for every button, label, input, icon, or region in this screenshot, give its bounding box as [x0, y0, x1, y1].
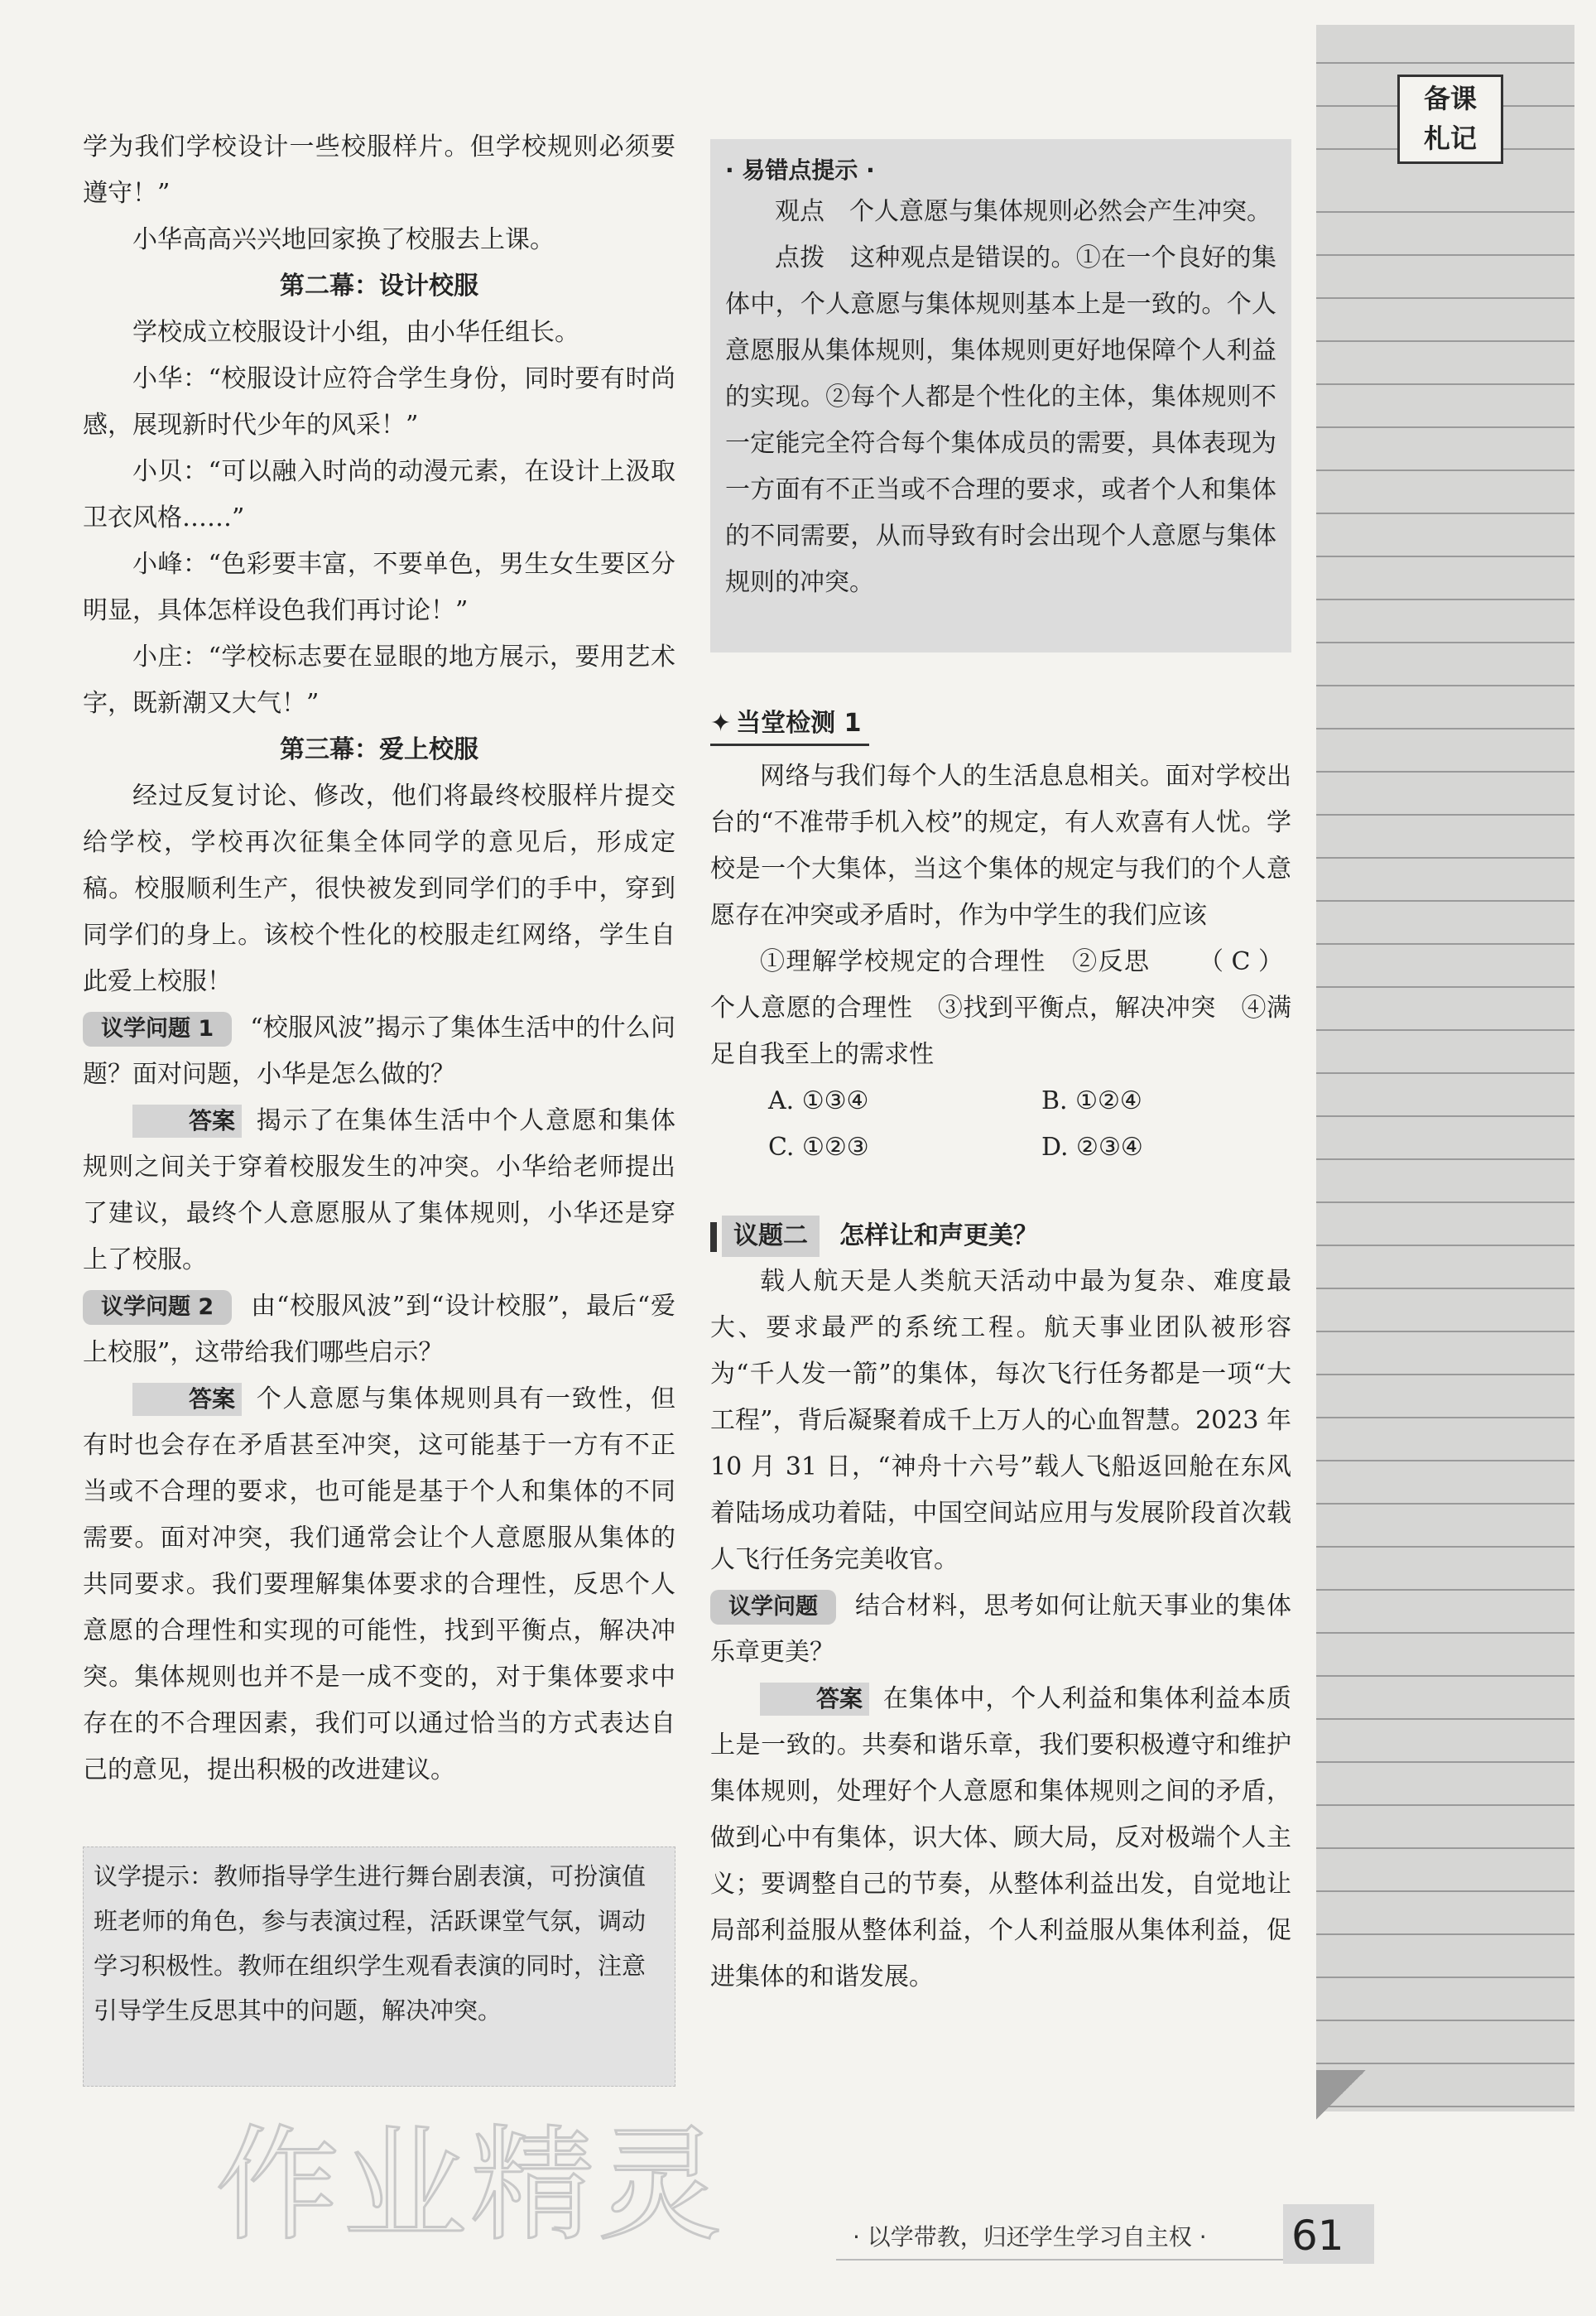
left-column — [83, 124, 675, 1794]
check-options — [768, 1078, 1291, 1171]
notes-sidebar — [1316, 25, 1574, 2111]
error-viewpoint: 观点 个人意愿与集体规则必然会产生冲突。 — [775, 197, 1272, 226]
page-corner-fold — [1316, 2070, 1366, 2120]
notes-label-line1: 备课 — [1423, 83, 1477, 114]
check-stem — [710, 754, 1291, 976]
question2-text: 由“校服风波”到“设计校服”，最后“爱上校服”，这带给我们哪些启示？ — [83, 1292, 675, 1367]
answer2 — [83, 1376, 675, 1794]
footer-motto: · 以学带教，归还学生学习自主权 · — [853, 2223, 1207, 2251]
act2-title: 第二幕：设计校服 — [280, 272, 478, 301]
question1-tag: 议学问题 1 — [83, 1012, 232, 1047]
intro-paragraph: 小华高高兴兴地回家换了校服去上课。 — [132, 225, 555, 254]
check-body — [710, 754, 1291, 1171]
error-guidance: 点拨 这种观点是错误的。①在一个良好的集体中，个人意愿与集体规则基本上是一致的。个人意愿服从集体规则，集体规则更好地保障个人利益的实现。②每个人都是个性化的主体，集体规则不一定能完全符合每个集体成员的需要，具体表现为一方面有不正当或不合理的要求，或者个人和集体的不同需要，从而导致有时会出现个人意愿与集体规则的冲突。 — [725, 243, 1276, 597]
topic2-question-text: 结合材料，思考如何让航天事业的集体乐章更美？ — [710, 1591, 1291, 1667]
check-title — [710, 704, 869, 746]
topic2-title: 怎样让和声更美？ — [839, 1221, 1038, 1250]
question2-tag: 议学问题 2 — [83, 1290, 232, 1325]
check-title-text: 当堂检测 1 — [736, 709, 862, 738]
check-stem-text: 网络与我们每个人的生活息息相关。面对学校出台的“不准带手机入校”的规定，有人欢喜有人忧。学校是一个大集体，当这个集体的规定与我们的个人意愿存在冲突或矛盾时，作为中学生的我们应该 — [710, 762, 1291, 930]
question2 — [83, 1283, 675, 1376]
notes-label-line2: 札记 — [1423, 123, 1477, 154]
error-prone-box — [710, 139, 1291, 652]
topic2-answer-text: 在集体中，个人利益和集体利益本质上是一致的。共奏和谐乐章，我们要积极遵守和维护集体规则，处理好个人意愿和集体规则之间的矛盾，做到心中有集体，识大体、顾大局，反对极端个人主义；要调整自己的节奏，从整体利益出发，自觉地让局部利益服从整体利益，个人利益服从集体利益，促进集体的和谐发展。 — [710, 1684, 1291, 1991]
question1-text: “校服风波”揭示了集体生活中的什么问题？面对问题，小华是怎么做的？ — [83, 1014, 675, 1089]
check-statements: ①理解学校规定的合理性 ②反思个人意愿的合理性 ③找到平衡点，解决冲突 ④满足自我至上的需求性 — [710, 947, 1291, 1069]
option-d[interactable]: D. ②③④ — [1041, 1133, 1143, 1162]
question1 — [83, 1005, 675, 1098]
answer1 — [83, 1098, 675, 1283]
intro-paragraph: 学为我们学校设计一些校服样片。但学校规则必须要遵守！” — [83, 132, 675, 208]
act3-paragraph: 经过反复讨论、修改，他们将最终校服样片提交给学校，学校再次征集全体同学的意见后，形成定稿。校服顺利生产，很快被发到同学们的手中，穿到同学们的身上。该校个性化的校服走红网络，学生自此爱上校服！ — [83, 782, 675, 996]
act2-paragraph: 学校成立校服设计小组，由小华任组长。 — [132, 318, 579, 347]
check-answer: （ C ） — [1198, 947, 1283, 976]
act2-paragraph: 小华：“校服设计应符合学生身份，同时要有时尚感，展现新时代少年的风采！” — [83, 364, 675, 440]
teaching-tip-text: 议学提示：教师指导学生进行舞台剧表演，可扮演值班老师的角色，参与表演过程，活跃课堂气氛，调动学习积极性。教师在组织学生观看表演的同时，注意引导学生反思其中的问题，解决冲突。 — [94, 1862, 647, 2025]
option-a[interactable]: A. ①③④ — [768, 1086, 869, 1115]
teaching-tip-box — [83, 1847, 675, 2087]
footer-divider — [836, 2259, 1300, 2261]
heading-bar-icon — [710, 1222, 717, 1252]
topic2-question — [710, 1583, 1291, 1676]
topic2-question-tag: 议学问题 — [710, 1590, 836, 1625]
error-box-title: · 易错点提示 · — [725, 156, 875, 184]
watermark: 作业精灵 — [215, 2114, 726, 2258]
answer1-text: 揭示了在集体生活中个人意愿和集体规则之间关于穿着校服发生的冲突。小华给老师提出了建议，最终个人意愿服从了集体规则，小华还是穿上了校服。 — [83, 1106, 675, 1274]
answer-label: 答案 — [760, 1683, 869, 1716]
answer-label: 答案 — [132, 1105, 242, 1138]
topic2-body — [710, 1259, 1291, 2001]
notes-label — [1397, 75, 1503, 164]
topic2-material: 载人航天是人类航天活动中最为复杂、难度最大、要求最严的系统工程。航天事业团队被形容为“千人发一箭”的集体，每次飞行任务都是一项“大工程”，背后凝聚着成千上万人的心血智慧。2023 年 10 月 31 日，“神舟十六号”载人飞船返回舱在东风着陆场成功着陆，中国空间站应用与发展阶段首次载人飞行任务完美收官。 — [710, 1267, 1291, 1574]
page-number: 61 — [1291, 2212, 1344, 2260]
option-c[interactable]: C. ①②③ — [768, 1133, 869, 1162]
diamond-star-icon: ✦ — [710, 709, 732, 738]
answer2-text: 个人意愿与集体规则具有一致性，但有时也会存在矛盾甚至冲突，这可能基于一方有不正当或不合理的要求，也可能是基于个人和集体的不同需要。面对冲突，我们通常会让个人意愿服从集体的共同要求。我们要理解集体要求的合理性，反思个人意愿的合理性和实现的可能性，找到平衡点，解决冲突。集体规则也并不是一成不变的，对于集体要求中存在的不合理因素，我们可以通过恰当的方式表达自己的意见，提出积极的改进建议。 — [83, 1384, 675, 1784]
topic2-heading — [710, 1216, 1291, 1257]
topic2-tag: 议题二 — [722, 1216, 820, 1257]
act2-paragraph: 小庄：“学校标志要在显眼的地方展示，要用艺术字，既新潮又大气！” — [83, 643, 675, 718]
act2-paragraph: 小贝：“可以融入时尚的动漫元素，在设计上汲取卫衣风格……” — [83, 457, 675, 532]
answer-label: 答案 — [132, 1383, 242, 1416]
act2-paragraph: 小峰：“色彩要丰富，不要单色，男生女生要区分明显，具体怎样设色我们再讨论！” — [83, 550, 675, 625]
option-b[interactable]: B. ①②④ — [1041, 1086, 1142, 1115]
topic2-answer — [710, 1676, 1291, 2001]
act3-title: 第三幕：爱上校服 — [280, 735, 478, 764]
